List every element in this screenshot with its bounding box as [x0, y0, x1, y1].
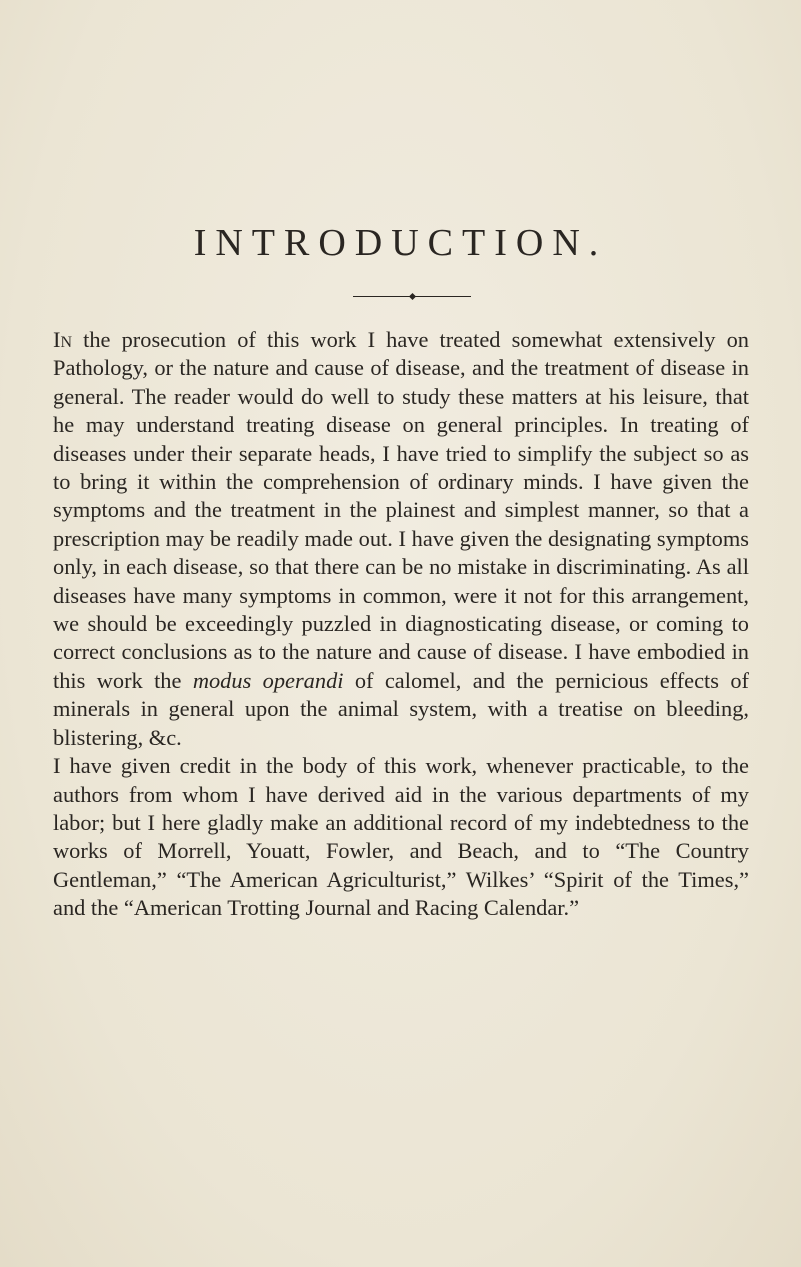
- paragraph-2: I have given credit in the body of this work, whenever practicable, to the authors from whom I have derived aid in the various departments of my labor; but I here gladly make an additional record of my indebtedness to the works of Morrell, Youatt, Fowler, and Beach, and to “The Country Gentleman,” “The American Agriculturist,” Wilkes’ “Spirit of the Times,” and the “American Trotting Journal and Racing Calendar.”: [53, 753, 749, 921]
- paragraph-1-italic: modus operandi: [192, 667, 344, 693]
- page-title: INTRODUCTION.: [193, 222, 608, 264]
- body-text: [53, 326, 749, 923]
- paragraph-1-text: the prosecution of this work I have treated somewhat extensively on Pathology, or the nature and cause of disease, and the treatment of disease in general. The reader would do well to study these matters at his leisure, that he may understand treating disease on general principles. In treating of diseases under their separate heads, I have tried to simplify the subject so as to bring it within the comprehension of ordinary minds. I have given the symptoms and the treatment in the plainest and simplest manner, so that a prescription may be readily made out. I have given the designating symptoms only, in each disease, so that there can be no mistake in discriminating. As all diseases have many symptoms in common, were it not for this arrangement, we should be exceedingly puzzled in diagnosticating disease, or coming to correct conclusions as to the nature and cause of disease. I have embodied in this work the: [53, 327, 749, 693]
- diamond-ornament-icon: [409, 293, 416, 300]
- paragraph-1: [53, 326, 749, 752]
- paragraph-lead-word: In: [53, 327, 73, 352]
- title-rule-ornament: [353, 294, 471, 300]
- paragraph-1-text-after: of calomel, and the pernicious effects of minerals in general upon the animal system, with a treatise on bleeding, blistering, &c.: [53, 667, 749, 750]
